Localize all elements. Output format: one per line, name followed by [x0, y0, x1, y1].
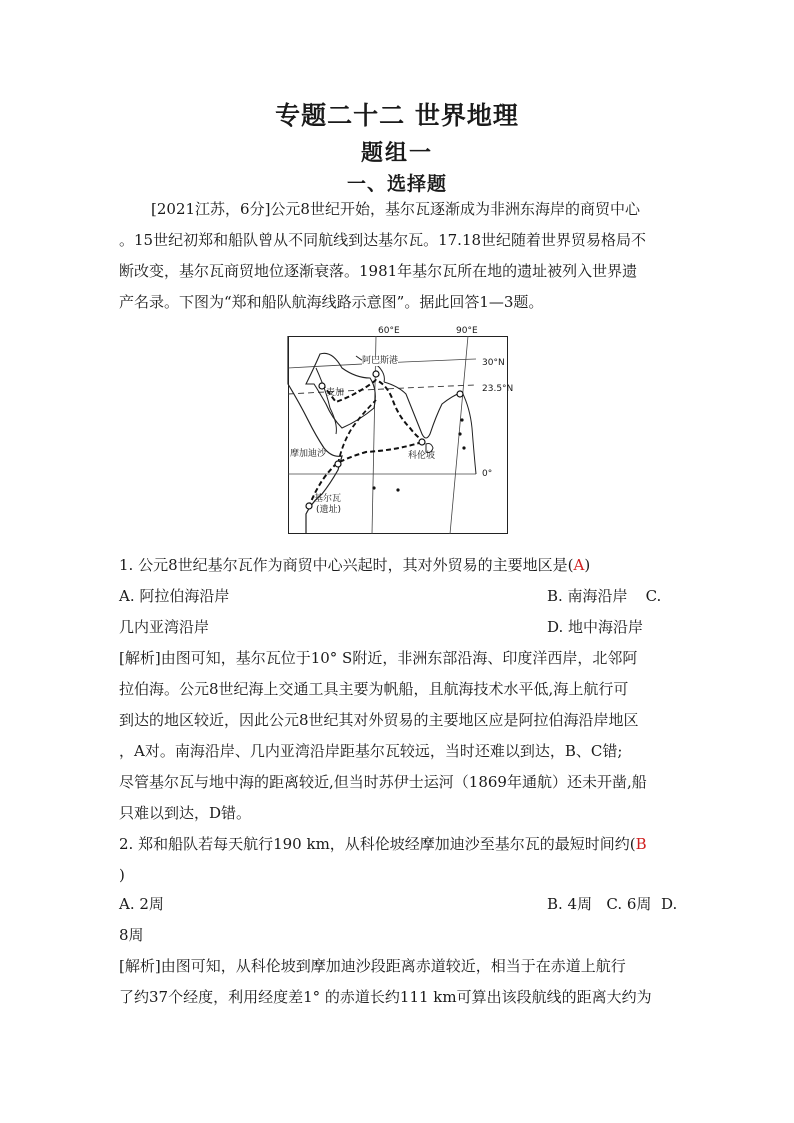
q1-option-a: A. 阿拉伯海沿岸	[119, 587, 230, 605]
q2-stem-close: )	[119, 866, 125, 884]
island-dot	[460, 418, 463, 421]
q2-stem: 2. 郑和船队若每天航行190 km，从科伦坡经摩加迪沙至基尔瓦的最短时间约(B	[119, 835, 647, 853]
q2-option-a: A. 2周	[119, 895, 164, 913]
page-title: 专题二十二 世界地理	[275, 101, 519, 130]
intro-line-1: [2021江苏，6分]公元8世纪开始，基尔瓦逐渐成为非洲东海岸的商贸中心	[151, 200, 640, 218]
label-60e: 60°E	[378, 326, 400, 336]
q1-explanation-line: [解析]由图可知，基尔瓦位于10° S附近，非洲东部沿海、印度洋西岸，北邻阿	[119, 649, 638, 667]
mecca-marker	[319, 383, 325, 389]
red-sea	[316, 368, 336, 434]
q1-explanation-line: 只难以到达，D错。	[119, 804, 252, 822]
hormuz-marker	[373, 371, 379, 377]
label-90e: 90°E	[456, 326, 478, 336]
label-kilwa: 基尔瓦	[314, 494, 342, 504]
label-mogadishu: 摩加迪沙	[290, 449, 327, 459]
section-title: 一、选择题	[346, 173, 447, 195]
label-mecca: 麦加	[326, 388, 345, 398]
island-dot	[458, 432, 461, 435]
intro-line-4: 产名录。下图为“郑和船队航海线路示意图”。据此回答1—3题。	[119, 293, 544, 311]
q2-answer: B	[635, 835, 647, 853]
east-coast	[462, 392, 476, 474]
q2-option-d: 8周	[119, 926, 144, 944]
label-equator: 0°	[482, 469, 493, 479]
q1-explanation-line: 到达的地区较近，因此公元8世纪其对外贸易的主要地区应是阿拉伯海沿岸地区	[119, 711, 639, 729]
q1-explanation-line: 尽管基尔瓦与地中海的距离较近,但当时苏伊士运河（1869年通航）还未开凿,船	[119, 773, 647, 791]
label-23-5n: 23.5°N	[482, 384, 514, 394]
source-tag: [2021江苏，6分]	[151, 200, 271, 218]
q1-stem: 1. 公元8世纪基尔瓦作为商贸中心兴起时，其对外贸易的主要地区是(A)	[119, 556, 591, 574]
island-dot	[462, 446, 465, 449]
colombo-marker	[419, 439, 425, 445]
india-coastline	[384, 382, 462, 438]
label-hormuz: 阿巴斯港	[362, 356, 399, 366]
group-title: 题组一	[360, 141, 433, 166]
label-kilwa-site: (遗址)	[316, 505, 342, 515]
voyage-route-map	[286, 324, 512, 538]
label-colombo: 科伦坡	[408, 451, 436, 461]
bengal-marker	[457, 391, 463, 397]
island-dot	[372, 486, 375, 489]
q1-explanation-line: ，A对。南海沿岸、几内亚湾沿岸距基尔瓦较远，当时还难以到达，B、C错;	[119, 742, 623, 760]
kilwa-marker	[306, 503, 312, 509]
q1-option-c: 几内亚湾沿岸	[119, 618, 210, 636]
q1-answer: A	[573, 556, 585, 574]
q1-explanation-line: 拉伯海。公元8世纪海上交通工具主要为帆船，且航海技术水平低,海上航行可	[119, 680, 629, 698]
intro-line-2: 。15世纪初郑和船队曾从不同航线到达基尔瓦。17.18世纪随着世界贸易格局不	[119, 231, 647, 249]
label-30n: 30°N	[482, 358, 505, 368]
intro-line-3: 断改变，基尔瓦商贸地位逐渐衰落。1981年基尔瓦所在地的遗址被列入世界遗	[119, 262, 638, 280]
island-dot	[396, 488, 399, 491]
mogadishu-marker	[335, 461, 341, 467]
tropic-of-cancer	[288, 385, 476, 394]
q1-option-d: D. 地中海沿岸	[547, 618, 644, 636]
q2-explanation-line: 了约37个经度，利用经度差1° 的赤道长约111 km可算出该段航线的距离大约为	[119, 988, 652, 1006]
q2-option-bcd: B. 4周 C. 6周 D.	[547, 895, 678, 913]
q2-explanation-line: [解析]由图可知，从科伦坡到摩加迪沙段距离赤道较近，相当于在赤道上航行	[119, 957, 626, 975]
q1-option-b: B. 南海沿岸 C.	[547, 587, 662, 605]
